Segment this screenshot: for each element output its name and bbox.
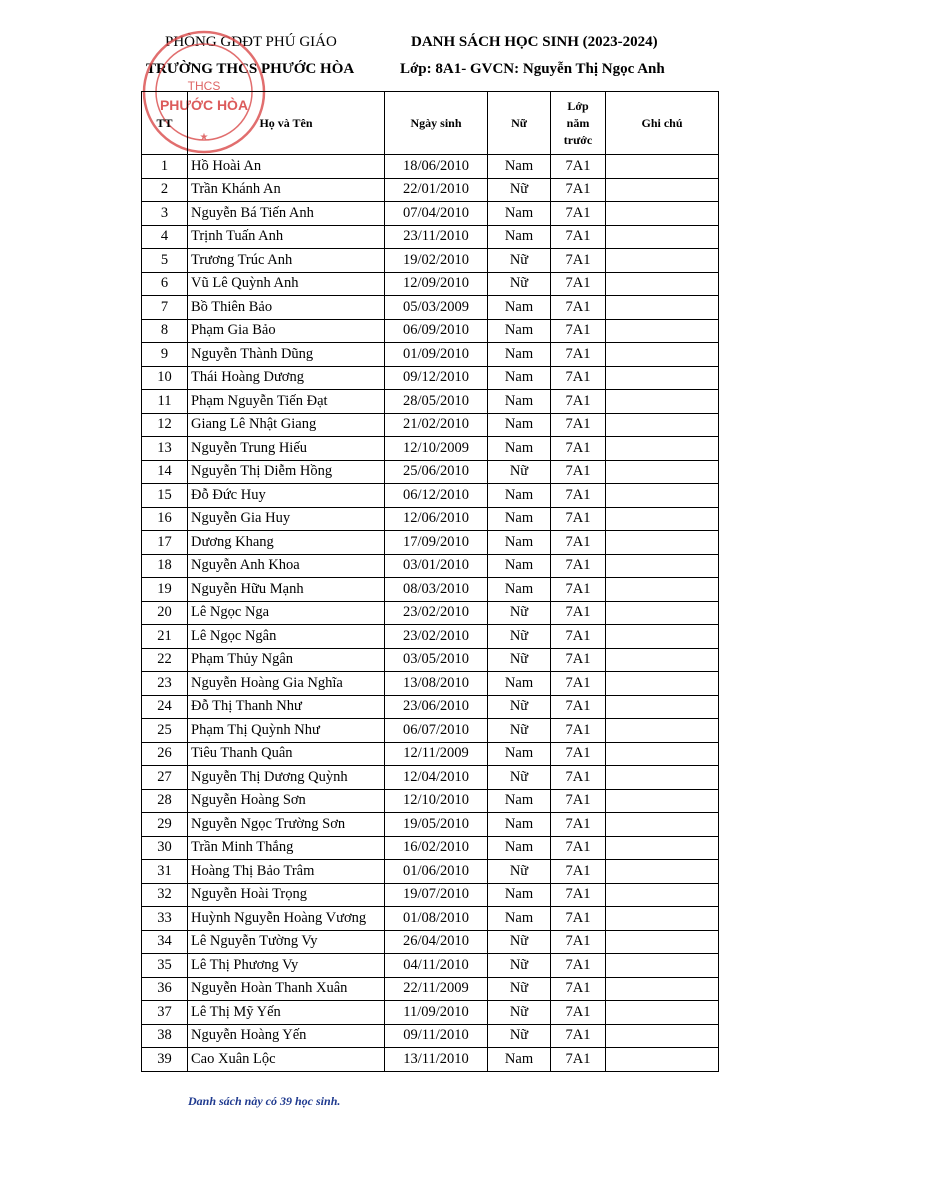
cell-tt: 23 — [142, 672, 188, 696]
table-row — [142, 625, 719, 649]
cell-tt: 15 — [142, 484, 188, 508]
cell-prev-class: 7A1 — [551, 719, 606, 743]
cell-sex: Nam — [488, 155, 551, 179]
cell-note — [606, 202, 719, 226]
prev-class-line-1: Lớp — [567, 98, 589, 113]
cell-prev-class: 7A1 — [551, 178, 606, 202]
cell-dob: 23/02/2010 — [385, 601, 488, 625]
table-row — [142, 930, 719, 954]
cell-note — [606, 930, 719, 954]
cell-dob: 06/09/2010 — [385, 319, 488, 343]
student-roster-table — [141, 91, 719, 1072]
cell-name: Nguyễn Anh Khoa — [188, 554, 385, 578]
table-row — [142, 954, 719, 978]
cell-tt: 25 — [142, 719, 188, 743]
cell-tt: 39 — [142, 1048, 188, 1072]
cell-prev-class: 7A1 — [551, 343, 606, 367]
cell-name: Lê Ngọc Ngân — [188, 625, 385, 649]
cell-tt: 9 — [142, 343, 188, 367]
cell-name: Phạm Gia Bảo — [188, 319, 385, 343]
cell-tt: 19 — [142, 578, 188, 602]
cell-tt: 8 — [142, 319, 188, 343]
cell-note — [606, 648, 719, 672]
cell-prev-class: 7A1 — [551, 789, 606, 813]
cell-prev-class: 7A1 — [551, 460, 606, 484]
cell-name: Huỳnh Nguyễn Hoàng Vương — [188, 907, 385, 931]
cell-sex: Nam — [488, 390, 551, 414]
cell-name: Nguyễn Hoàng Sơn — [188, 789, 385, 813]
cell-dob: 07/04/2010 — [385, 202, 488, 226]
cell-note — [606, 225, 719, 249]
cell-sex: Nam — [488, 366, 551, 390]
cell-tt: 16 — [142, 507, 188, 531]
cell-dob: 23/02/2010 — [385, 625, 488, 649]
cell-name: Cao Xuân Lộc — [188, 1048, 385, 1072]
table-row — [142, 296, 719, 320]
cell-name: Phạm Thủy Ngân — [188, 648, 385, 672]
table-row — [142, 836, 719, 860]
cell-name: Nguyễn Thành Dũng — [188, 343, 385, 367]
cell-note — [606, 601, 719, 625]
cell-note — [606, 860, 719, 884]
cell-tt: 32 — [142, 883, 188, 907]
cell-dob: 28/05/2010 — [385, 390, 488, 414]
cell-name: Nguyễn Thị Dương Quỳnh — [188, 766, 385, 790]
cell-prev-class: 7A1 — [551, 507, 606, 531]
cell-note — [606, 366, 719, 390]
table-row — [142, 202, 719, 226]
cell-name: Lê Thị Mỹ Yến — [188, 1001, 385, 1025]
table-row — [142, 719, 719, 743]
cell-note — [606, 1001, 719, 1025]
cell-name: Đỗ Đức Huy — [188, 484, 385, 508]
cell-sex: Nam — [488, 484, 551, 508]
col-header-dob: Ngày sinh — [385, 92, 488, 155]
cell-tt: 36 — [142, 977, 188, 1001]
cell-note — [606, 907, 719, 931]
cell-prev-class: 7A1 — [551, 672, 606, 696]
cell-dob: 22/11/2009 — [385, 977, 488, 1001]
cell-sex: Nam — [488, 507, 551, 531]
cell-sex: Nữ — [488, 249, 551, 273]
table-row — [142, 178, 719, 202]
cell-tt: 14 — [142, 460, 188, 484]
cell-dob: 05/03/2009 — [385, 296, 488, 320]
cell-prev-class: 7A1 — [551, 1001, 606, 1025]
table-row — [142, 249, 719, 273]
col-header-name: Họ và Tên — [188, 92, 385, 155]
footer-note: Danh sách này có 39 học sinh. — [188, 1094, 341, 1108]
cell-dob: 06/07/2010 — [385, 719, 488, 743]
cell-dob: 18/06/2010 — [385, 155, 488, 179]
col-header-tt: TT — [142, 92, 188, 155]
cell-name: Bồ Thiên Bảo — [188, 296, 385, 320]
table-row — [142, 531, 719, 555]
cell-note — [606, 672, 719, 696]
cell-dob: 01/06/2010 — [385, 860, 488, 884]
cell-note — [606, 319, 719, 343]
table-row — [142, 390, 719, 414]
cell-name: Nguyễn Thị Diễm Hồng — [188, 460, 385, 484]
cell-tt: 28 — [142, 789, 188, 813]
cell-sex: Nam — [488, 296, 551, 320]
cell-tt: 21 — [142, 625, 188, 649]
table-row — [142, 155, 719, 179]
cell-tt: 33 — [142, 907, 188, 931]
cell-sex: Nam — [488, 343, 551, 367]
cell-prev-class: 7A1 — [551, 977, 606, 1001]
cell-name: Nguyễn Hoàn Thanh Xuân — [188, 977, 385, 1001]
cell-dob: 01/09/2010 — [385, 343, 488, 367]
cell-prev-class: 7A1 — [551, 954, 606, 978]
cell-prev-class: 7A1 — [551, 319, 606, 343]
cell-sex: Nam — [488, 531, 551, 555]
cell-note — [606, 1048, 719, 1072]
cell-tt: 34 — [142, 930, 188, 954]
cell-name: Đỗ Thị Thanh Như — [188, 695, 385, 719]
cell-sex: Nữ — [488, 719, 551, 743]
cell-name: Thái Hoàng Dương — [188, 366, 385, 390]
cell-tt: 1 — [142, 155, 188, 179]
table-row — [142, 272, 719, 296]
cell-sex: Nam — [488, 883, 551, 907]
cell-prev-class: 7A1 — [551, 742, 606, 766]
document-title: DANH SÁCH HỌC SINH (2023-2024) — [411, 34, 658, 50]
cell-name: Nguyễn Trung Hiếu — [188, 437, 385, 461]
cell-name: Nguyễn Ngọc Trường Sơn — [188, 813, 385, 837]
table-row — [142, 437, 719, 461]
cell-tt: 27 — [142, 766, 188, 790]
cell-name: Nguyễn Hoàng Yến — [188, 1024, 385, 1048]
cell-dob: 12/11/2009 — [385, 742, 488, 766]
cell-sex: Nam — [488, 437, 551, 461]
roster-body — [142, 155, 719, 1072]
cell-prev-class: 7A1 — [551, 813, 606, 837]
cell-prev-class: 7A1 — [551, 366, 606, 390]
table-row — [142, 578, 719, 602]
cell-note — [606, 437, 719, 461]
cell-tt: 29 — [142, 813, 188, 837]
cell-dob: 12/10/2009 — [385, 437, 488, 461]
table-row — [142, 977, 719, 1001]
cell-dob: 17/09/2010 — [385, 531, 488, 555]
cell-note — [606, 789, 719, 813]
cell-dob: 11/09/2010 — [385, 1001, 488, 1025]
table-row — [142, 601, 719, 625]
cell-dob: 06/12/2010 — [385, 484, 488, 508]
cell-dob: 16/02/2010 — [385, 836, 488, 860]
cell-note — [606, 836, 719, 860]
school-name: TRƯỜNG THCS PHƯỚC HÒA — [146, 61, 355, 77]
cell-note — [606, 249, 719, 273]
cell-note — [606, 296, 719, 320]
cell-prev-class: 7A1 — [551, 578, 606, 602]
cell-dob: 19/02/2010 — [385, 249, 488, 273]
cell-name: Nguyễn Gia Huy — [188, 507, 385, 531]
cell-sex: Nữ — [488, 954, 551, 978]
cell-prev-class: 7A1 — [551, 155, 606, 179]
cell-tt: 6 — [142, 272, 188, 296]
cell-name: Vũ Lê Quỳnh Anh — [188, 272, 385, 296]
table-row — [142, 789, 719, 813]
cell-note — [606, 625, 719, 649]
cell-sex: Nam — [488, 907, 551, 931]
cell-sex: Nam — [488, 554, 551, 578]
cell-note — [606, 578, 719, 602]
cell-name: Lê Nguyễn Tường Vy — [188, 930, 385, 954]
cell-tt: 17 — [142, 531, 188, 555]
cell-prev-class: 7A1 — [551, 930, 606, 954]
cell-name: Tiêu Thanh Quân — [188, 742, 385, 766]
cell-sex: Nam — [488, 578, 551, 602]
department-name: PHÒNG GDĐT PHÚ GIÁO — [165, 34, 337, 50]
cell-tt: 22 — [142, 648, 188, 672]
table-row — [142, 813, 719, 837]
cell-tt: 37 — [142, 1001, 188, 1025]
cell-sex: Nam — [488, 672, 551, 696]
cell-tt: 20 — [142, 601, 188, 625]
cell-tt: 5 — [142, 249, 188, 273]
svg-text:THCS: THCS — [187, 79, 221, 93]
cell-sex: Nữ — [488, 625, 551, 649]
cell-prev-class: 7A1 — [551, 1048, 606, 1072]
cell-dob: 25/06/2010 — [385, 460, 488, 484]
cell-sex: Nữ — [488, 977, 551, 1001]
cell-prev-class: 7A1 — [551, 907, 606, 931]
cell-note — [606, 507, 719, 531]
cell-name: Trần Khánh An — [188, 178, 385, 202]
cell-name: Trịnh Tuấn Anh — [188, 225, 385, 249]
cell-sex: Nam — [488, 202, 551, 226]
table-row — [142, 1048, 719, 1072]
cell-dob: 26/04/2010 — [385, 930, 488, 954]
cell-note — [606, 742, 719, 766]
cell-note — [606, 460, 719, 484]
cell-sex: Nữ — [488, 1024, 551, 1048]
cell-dob: 12/06/2010 — [385, 507, 488, 531]
cell-dob: 23/06/2010 — [385, 695, 488, 719]
table-row — [142, 860, 719, 884]
cell-dob: 21/02/2010 — [385, 413, 488, 437]
cell-name: Hoàng Thị Bảo Trâm — [188, 860, 385, 884]
cell-note — [606, 695, 719, 719]
cell-dob: 19/05/2010 — [385, 813, 488, 837]
cell-sex: Nữ — [488, 1001, 551, 1025]
cell-dob: 13/11/2010 — [385, 1048, 488, 1072]
cell-prev-class: 7A1 — [551, 695, 606, 719]
cell-name: Giang Lê Nhật Giang — [188, 413, 385, 437]
class-info: Lớp: 8A1- GVCN: Nguyễn Thị Ngọc Anh — [400, 61, 665, 77]
cell-name: Nguyễn Hoài Trọng — [188, 883, 385, 907]
cell-dob: 12/04/2010 — [385, 766, 488, 790]
table-row — [142, 225, 719, 249]
cell-tt: 30 — [142, 836, 188, 860]
cell-tt: 35 — [142, 954, 188, 978]
table-row — [142, 460, 719, 484]
table-row — [142, 648, 719, 672]
cell-dob: 13/08/2010 — [385, 672, 488, 696]
cell-sex: Nam — [488, 742, 551, 766]
table-row — [142, 766, 719, 790]
table-row — [142, 366, 719, 390]
table-row — [142, 507, 719, 531]
cell-note — [606, 977, 719, 1001]
cell-name: Nguyễn Hữu Mạnh — [188, 578, 385, 602]
table-row — [142, 413, 719, 437]
cell-prev-class: 7A1 — [551, 554, 606, 578]
cell-prev-class: 7A1 — [551, 766, 606, 790]
cell-name: Nguyễn Bá Tiến Anh — [188, 202, 385, 226]
svg-text:PHƯỚC HÒA: PHƯỚC HÒA — [159, 97, 249, 113]
cell-note — [606, 390, 719, 414]
cell-prev-class: 7A1 — [551, 296, 606, 320]
cell-tt: 13 — [142, 437, 188, 461]
table-row — [142, 695, 719, 719]
cell-name: Phạm Nguyễn Tiến Đạt — [188, 390, 385, 414]
cell-dob: 12/09/2010 — [385, 272, 488, 296]
cell-note — [606, 1024, 719, 1048]
cell-name: Nguyễn Hoàng Gia Nghĩa — [188, 672, 385, 696]
cell-tt: 38 — [142, 1024, 188, 1048]
svg-text:★: ★ — [199, 132, 209, 143]
cell-tt: 2 — [142, 178, 188, 202]
cell-name: Dương Khang — [188, 531, 385, 555]
cell-sex: Nữ — [488, 860, 551, 884]
cell-sex: Nữ — [488, 766, 551, 790]
table-row — [142, 742, 719, 766]
cell-prev-class: 7A1 — [551, 484, 606, 508]
cell-prev-class: 7A1 — [551, 1024, 606, 1048]
cell-name: Lê Thị Phương Vy — [188, 954, 385, 978]
cell-sex: Nam — [488, 413, 551, 437]
cell-sex: Nam — [488, 836, 551, 860]
cell-prev-class: 7A1 — [551, 625, 606, 649]
cell-sex: Nữ — [488, 272, 551, 296]
cell-note — [606, 719, 719, 743]
cell-tt: 26 — [142, 742, 188, 766]
cell-prev-class: 7A1 — [551, 860, 606, 884]
table-row — [142, 1024, 719, 1048]
cell-dob: 08/03/2010 — [385, 578, 488, 602]
table-row — [142, 343, 719, 367]
cell-prev-class: 7A1 — [551, 225, 606, 249]
prev-class-line-3: trước — [563, 132, 593, 147]
col-header-note: Ghi chú — [606, 92, 719, 155]
cell-prev-class: 7A1 — [551, 531, 606, 555]
cell-dob: 09/11/2010 — [385, 1024, 488, 1048]
cell-note — [606, 883, 719, 907]
cell-note — [606, 531, 719, 555]
cell-prev-class: 7A1 — [551, 601, 606, 625]
cell-dob: 03/05/2010 — [385, 648, 488, 672]
cell-note — [606, 178, 719, 202]
cell-dob: 01/08/2010 — [385, 907, 488, 931]
cell-dob: 04/11/2010 — [385, 954, 488, 978]
cell-tt: 4 — [142, 225, 188, 249]
table-row — [142, 484, 719, 508]
cell-sex: Nam — [488, 789, 551, 813]
cell-sex: Nữ — [488, 648, 551, 672]
table-row — [142, 883, 719, 907]
cell-note — [606, 272, 719, 296]
cell-prev-class: 7A1 — [551, 648, 606, 672]
cell-sex: Nam — [488, 225, 551, 249]
cell-tt: 24 — [142, 695, 188, 719]
cell-prev-class: 7A1 — [551, 202, 606, 226]
cell-note — [606, 813, 719, 837]
cell-sex: Nữ — [488, 695, 551, 719]
cell-sex: Nam — [488, 1048, 551, 1072]
table-row — [142, 907, 719, 931]
cell-tt: 18 — [142, 554, 188, 578]
cell-sex: Nữ — [488, 460, 551, 484]
cell-sex: Nữ — [488, 601, 551, 625]
cell-note — [606, 155, 719, 179]
col-header-prev-class — [551, 92, 606, 155]
cell-dob: 23/11/2010 — [385, 225, 488, 249]
cell-dob: 03/01/2010 — [385, 554, 488, 578]
cell-sex: Nam — [488, 813, 551, 837]
cell-prev-class: 7A1 — [551, 437, 606, 461]
cell-tt: 31 — [142, 860, 188, 884]
col-header-sex: Nữ — [488, 92, 551, 155]
cell-dob: 12/10/2010 — [385, 789, 488, 813]
cell-tt: 7 — [142, 296, 188, 320]
cell-tt: 11 — [142, 390, 188, 414]
cell-note — [606, 554, 719, 578]
cell-name: Phạm Thị Quỳnh Như — [188, 719, 385, 743]
cell-note — [606, 343, 719, 367]
cell-name: Lê Ngọc Nga — [188, 601, 385, 625]
cell-sex: Nữ — [488, 178, 551, 202]
cell-tt: 3 — [142, 202, 188, 226]
cell-note — [606, 413, 719, 437]
cell-prev-class: 7A1 — [551, 883, 606, 907]
cell-name: Trương Trúc Anh — [188, 249, 385, 273]
cell-note — [606, 484, 719, 508]
table-row — [142, 319, 719, 343]
table-row — [142, 672, 719, 696]
table-header-row — [142, 92, 719, 155]
cell-note — [606, 954, 719, 978]
cell-prev-class: 7A1 — [551, 413, 606, 437]
cell-dob: 22/01/2010 — [385, 178, 488, 202]
cell-tt: 12 — [142, 413, 188, 437]
table-row — [142, 1001, 719, 1025]
cell-prev-class: 7A1 — [551, 390, 606, 414]
cell-prev-class: 7A1 — [551, 272, 606, 296]
prev-class-line-2: năm — [566, 115, 590, 130]
cell-prev-class: 7A1 — [551, 836, 606, 860]
cell-prev-class: 7A1 — [551, 249, 606, 273]
cell-sex: Nam — [488, 319, 551, 343]
cell-dob: 19/07/2010 — [385, 883, 488, 907]
cell-note — [606, 766, 719, 790]
cell-sex: Nữ — [488, 930, 551, 954]
cell-name: Trần Minh Thắng — [188, 836, 385, 860]
table-row — [142, 554, 719, 578]
cell-tt: 10 — [142, 366, 188, 390]
cell-name: Hồ Hoài An — [188, 155, 385, 179]
cell-dob: 09/12/2010 — [385, 366, 488, 390]
